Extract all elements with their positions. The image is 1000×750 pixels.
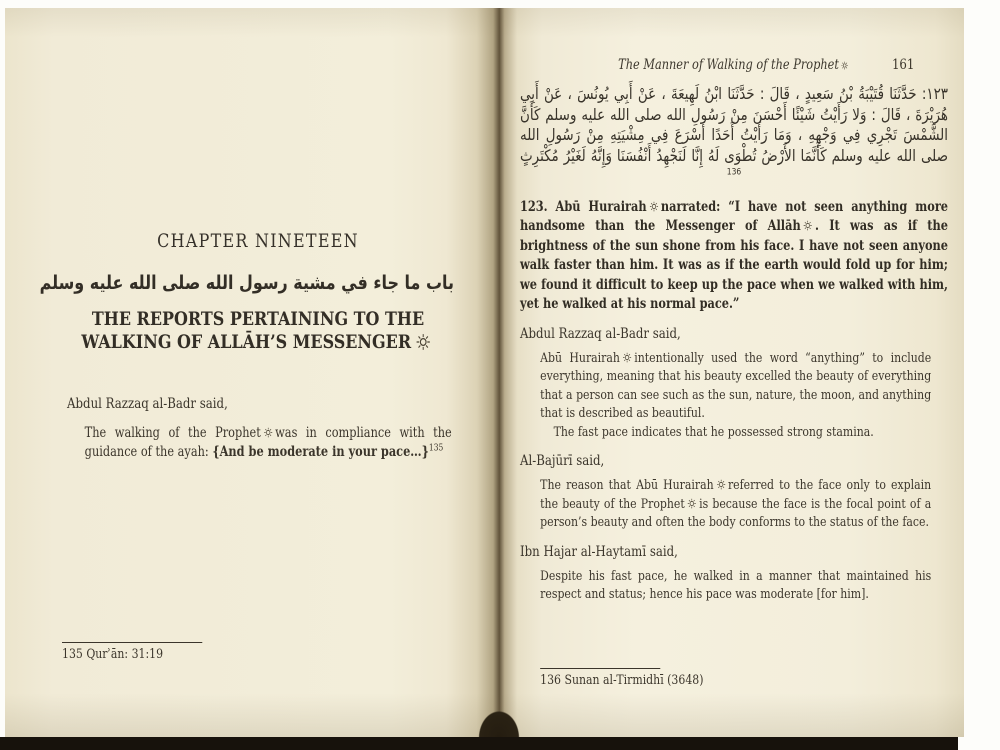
- footnote: [540, 668, 703, 688]
- commentary-paragraph: The fast pace indicates that he possessed strong stamina.: [553, 424, 874, 440]
- footnote-ref: 136: [726, 167, 742, 178]
- pbuh-icon: [415, 333, 430, 351]
- footnote-ref: 135: [428, 443, 444, 453]
- chapter-title: [62, 308, 454, 354]
- page-number: 161: [891, 57, 915, 73]
- footnote-text: 135 Qurʾān: 31:19: [62, 647, 164, 662]
- chapter-title-line1: THE REPORTS PERTAINING TO THE: [91, 308, 425, 330]
- radi-icon: [622, 352, 631, 363]
- pbuh-icon: [263, 427, 272, 438]
- commentary-paragraph: The reason that Abū Hurairah referred to the face only to explain the beauty of the Prophet is because the face is the focal point of a person’s beauty and often the body conforms to the status of the face.: [540, 478, 932, 530]
- pbuh-icon: [687, 498, 696, 509]
- running-header: [520, 57, 948, 74]
- pbuh-icon: [803, 220, 812, 231]
- commentary-paragraph: Abū Hurairah intentionally used the word “anything” to include everything, meaning that his beauty excelled the beauty of everything that a person can see such as the sun, nature, the moon, and anything that is described as beautiful.: [540, 350, 932, 421]
- attribution: Al-Bajūrī said,: [520, 453, 605, 469]
- footnote-rule: [62, 642, 202, 643]
- hadith-paragraph: 123. Abū Hurairah narrated: “I have not seen anything more handsome than the Messenger of Allāh . It was as if the brightness of the sun shone from his face. I have not seen anyone walk faster than him. It was as if the earth would fold up for him; we found it difficult to keep up the pace when we walked with him, yet he walked at his normal pace.”: [520, 198, 949, 312]
- arabic-hadith: ١٢٣: حَدَّثَنَا قُتَيْبَةُ بْنُ سَعِيدٍ ، قَالَ : حَدَّثَنَا ابْنُ لَهِيعَةَ ، عَنْ أَبِي يُونُسَ ، عَنْ أَبِي هُرَيْرَةَ ، قَالَ : وَلا رَأَيْتُ شَيْئًا أَحْسَنَ مِنْ رَسُولِ الله صلى الله عليه وسلم كَأَنَّ الشَّمْسَ تَجْرِي فِي وَجْهِهِ ، وَمَا رَأَيْتُ أَحَدًا أَسْرَعَ فِي مِشْيَتِهِ مِنْ رَسُولِ الله صلى الله عليه وسلم كَأَنَّمَا الأَرْضُ تُطْوَى لَهُ إِنَّا لَنَجْهِدُ أَنْفُسَنَا وَإِنَّهُ لَغَيْرُ مُكْتَرِثٍ $^{136}$: [520, 84, 949, 178]
- attribution: Abdul Razzaq al-Badr said,: [67, 396, 228, 412]
- footnote: [62, 642, 202, 662]
- commentary-quote: [540, 568, 931, 605]
- arabic-chapter-title: باب ما جاء في مشية رسول الله صلى الله عليه وسلم: [39, 272, 455, 294]
- open-book: [5, 8, 964, 737]
- table-shadow: [0, 737, 958, 750]
- right-page: [520, 8, 948, 737]
- left-page: [39, 8, 455, 737]
- attribution: Ibn Hajar al-Haytamī said,: [520, 543, 678, 560]
- commentary-paragraph: Despite his fast pace, he walked in a manner that maintained his respect and status; hence his pace was moderate [for him].: [540, 568, 932, 602]
- chapter-title-line2: WALKING OF ALLĀH’S MESSENGER: [62, 331, 454, 354]
- footnote-text: 136 Sunan al-Tirmidhī (3648): [540, 673, 704, 688]
- attribution: Abdul Razzaq al-Badr said,: [520, 325, 681, 342]
- block-quote: The walking of the Prophet was in compliance with the guidance of the ayah: {And be moderate in your pace…}$^{135}$: [84, 424, 452, 460]
- radi-icon: [716, 479, 725, 490]
- pbuh-icon: [841, 61, 849, 70]
- gutter-shadow: [465, 685, 533, 737]
- commentary-quote: [540, 477, 931, 533]
- ayah-quote-bold: {And be moderate in your pace…}: [212, 443, 429, 460]
- footnote-rule: [540, 668, 660, 669]
- running-header-title: The Manner of Walking of the Prophet: [520, 57, 948, 73]
- commentary-quote: [540, 350, 931, 443]
- chapter-heading: CHAPTER NINETEEN: [157, 230, 359, 252]
- radi-icon: [649, 201, 658, 212]
